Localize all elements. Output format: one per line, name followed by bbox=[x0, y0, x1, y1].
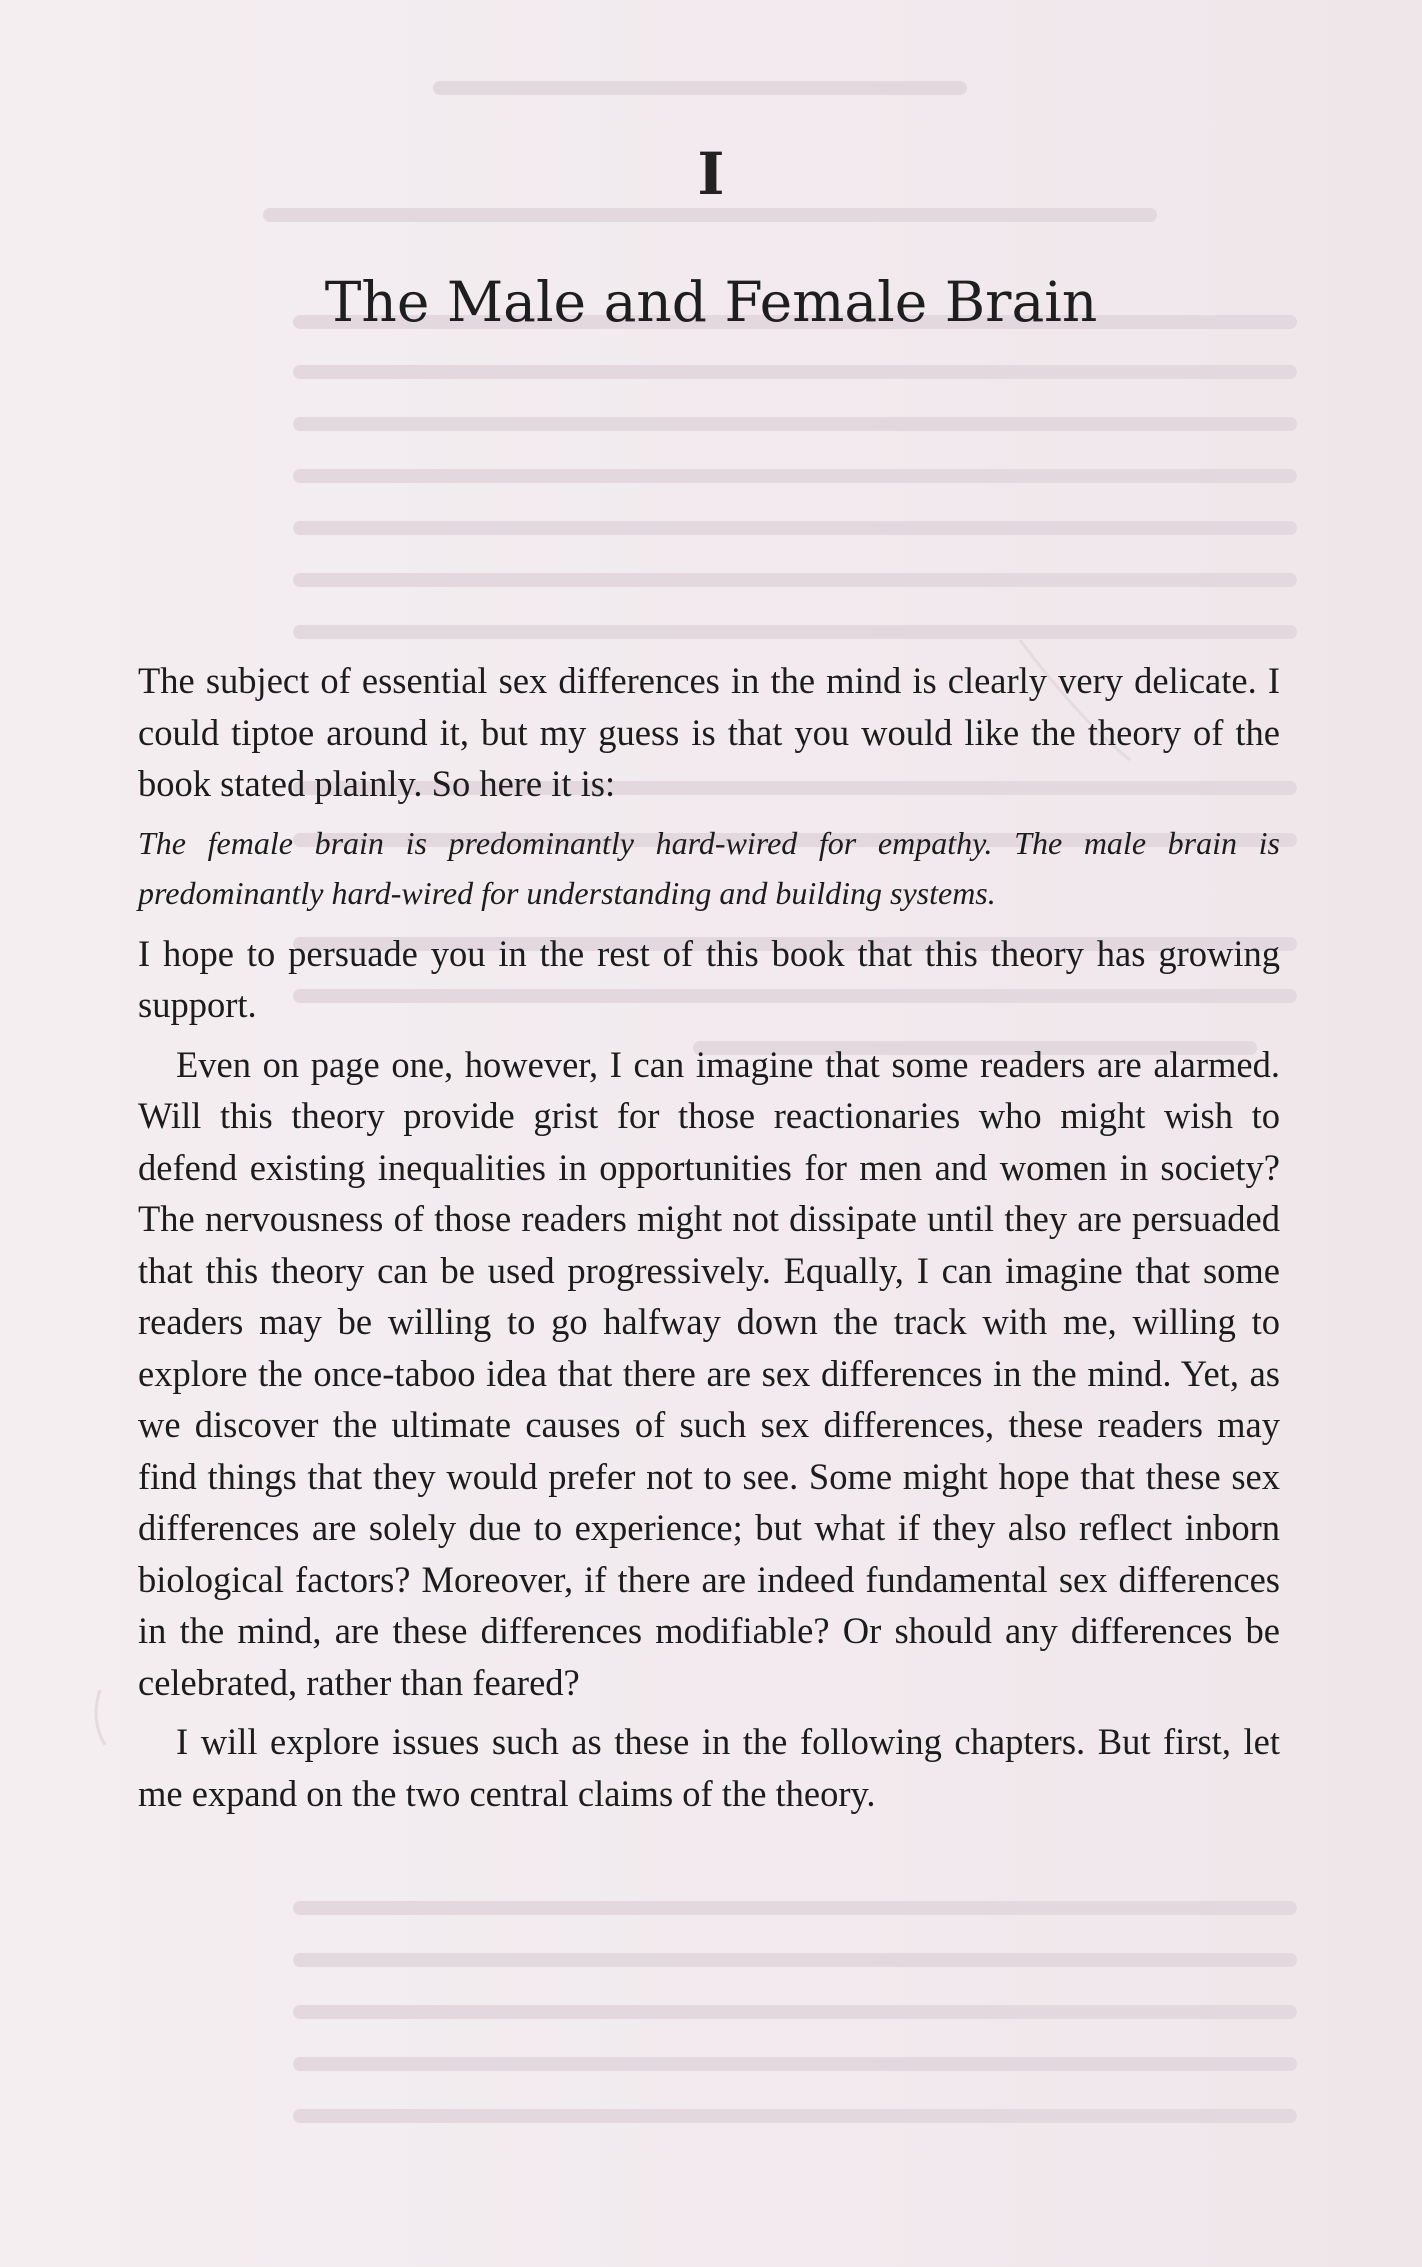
chapter-title: The Male and Female Brain bbox=[324, 270, 1098, 334]
paragraph-concerns: Even on page one, however, I can imagine that some readers are alarmed. Will this theory provide grist for those reactionaries who might wish to defend existing inequalities in opportunities for men and women in society? The nervousness of those readers might not dissipate until they are persuaded that this theory can be used progressively. Equally, I can imagine that some readers may be willing to go halfway down the track with me, willing to explore the once-taboo idea that there are sex differences in the mind. Yet, as we discover the ultimate causes of such sex differences, these readers may find things that they would prefer not to see. Some might hope that these sex differences are solely due to experience; but what if they also reflect inborn biological factors? Moreover, if there are indeed fundamental sex differences in the mind, are these differences modifiable? Or should any differences be celebrated, rather than feared? bbox=[138, 1043, 1280, 1703]
paragraph-support: I hope to persuade you in the rest of this book that this theory has growing support. bbox=[138, 932, 1280, 1025]
chapter-body bbox=[138, 655, 1280, 1827]
thesis-statement: The female brain is predominantly hard-wired for empathy. The male brain is predominantly hard-wired for understanding and building systems. bbox=[138, 824, 1280, 911]
paragraph-outline: I will explore issues such as these in the following chapters. But first, let me expand on the two central claims of the theory. bbox=[138, 1721, 1280, 1814]
chapter-number: I bbox=[697, 140, 725, 208]
paragraph-intro: The subject of essential sex differences in the mind is clearly very delicate. I could tiptoe around it, but my guess is that you would like the theory of the book stated plainly. So here it is: bbox=[138, 660, 1280, 804]
